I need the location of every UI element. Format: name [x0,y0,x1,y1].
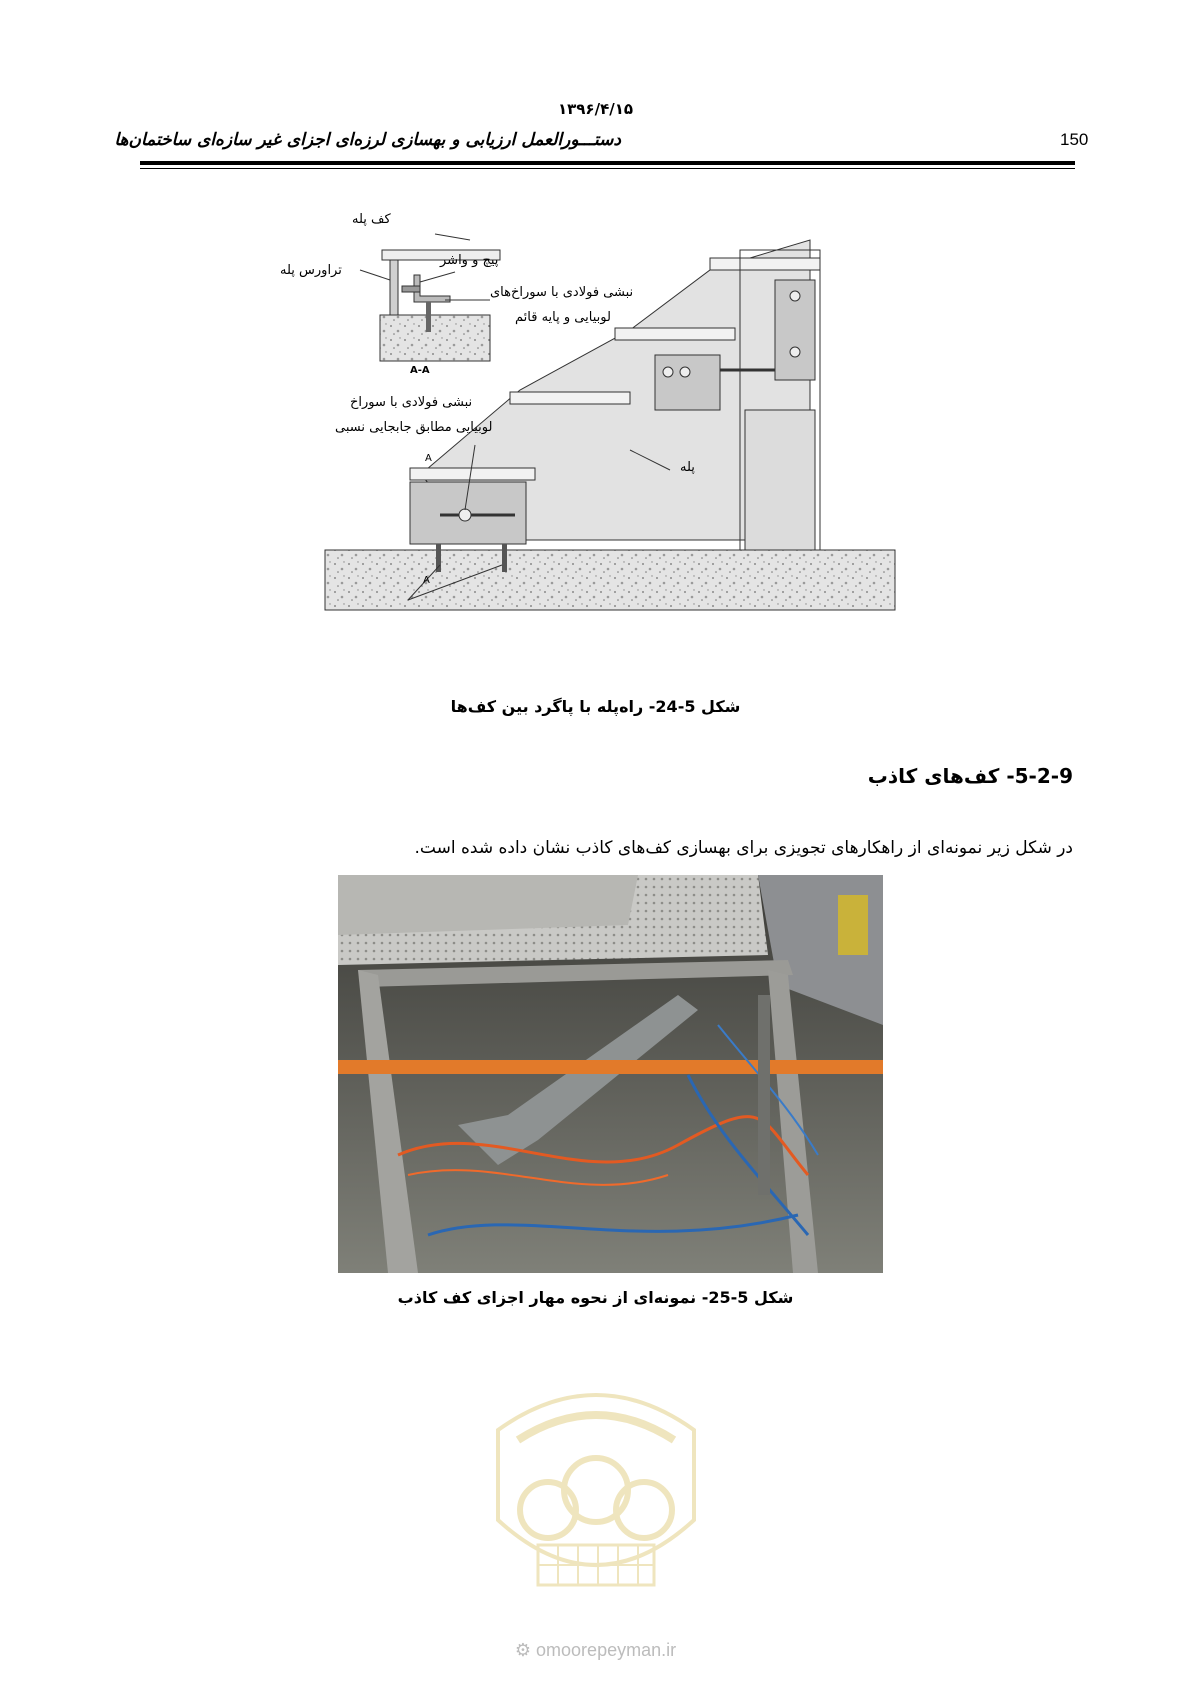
header-rule-thin [140,168,1075,169]
watermark-logo [478,1370,714,1630]
label-angle-slotted-2: لوبیایی و پایه قائم [515,310,611,325]
label-angle-relative-2: لوبیایی مطابق جابجایی نسبی [335,420,493,435]
page-number: 150 [1060,130,1089,149]
figure2-caption: شکل 5-25- نمونه‌ای از نحوه مهار اجزای کف کاذب [397,1288,794,1307]
raised-floor-photo-art [338,875,883,1273]
section-heading: 5-2-9- کف‌های کاذب [867,764,1073,788]
stair-detail-figure [280,210,900,650]
header-title: دستـــورالعمل ارزیابی و بهسازی لرزه‌ای اجزای غیر سازه‌ای ساختمان‌ها [114,130,621,150]
label-stair: پله [680,460,695,475]
raised-floor-photo [338,875,883,1273]
label-bolt-washer: پیچ و واشر [440,253,499,268]
label-stair-floor: کف پله [352,212,391,227]
watermark-seal-icon [478,1370,714,1630]
label-marker-a-bottom: A [423,575,430,586]
label-stair-transom: تراورس پله [280,263,342,278]
label-angle-relative-1: نبشی فولادی با سوراخ [350,395,473,410]
header-rule-thick [140,161,1075,165]
label-marker-a-top: A [425,453,432,464]
watermark-url: ⚙ omoorepeyman.ir [514,1640,677,1660]
label-section-aa: A-A [410,365,430,376]
watermark-url-text: omoorepeyman.ir [536,1640,677,1660]
label-angle-slotted-1: نبشی فولادی با سوراخ‌های [490,285,634,300]
header-date: ۱۳۹۶/۴/۱۵ [557,100,634,118]
body-paragraph: در شکل زیر نمونه‌ای از راهکارهای تجویزی برای بهسازی کف‌های کاذب نشان داده شده است. [414,838,1073,858]
figure1-caption: شکل 5-24- راه‌پله با پاگرد بین کف‌ها [450,697,741,716]
